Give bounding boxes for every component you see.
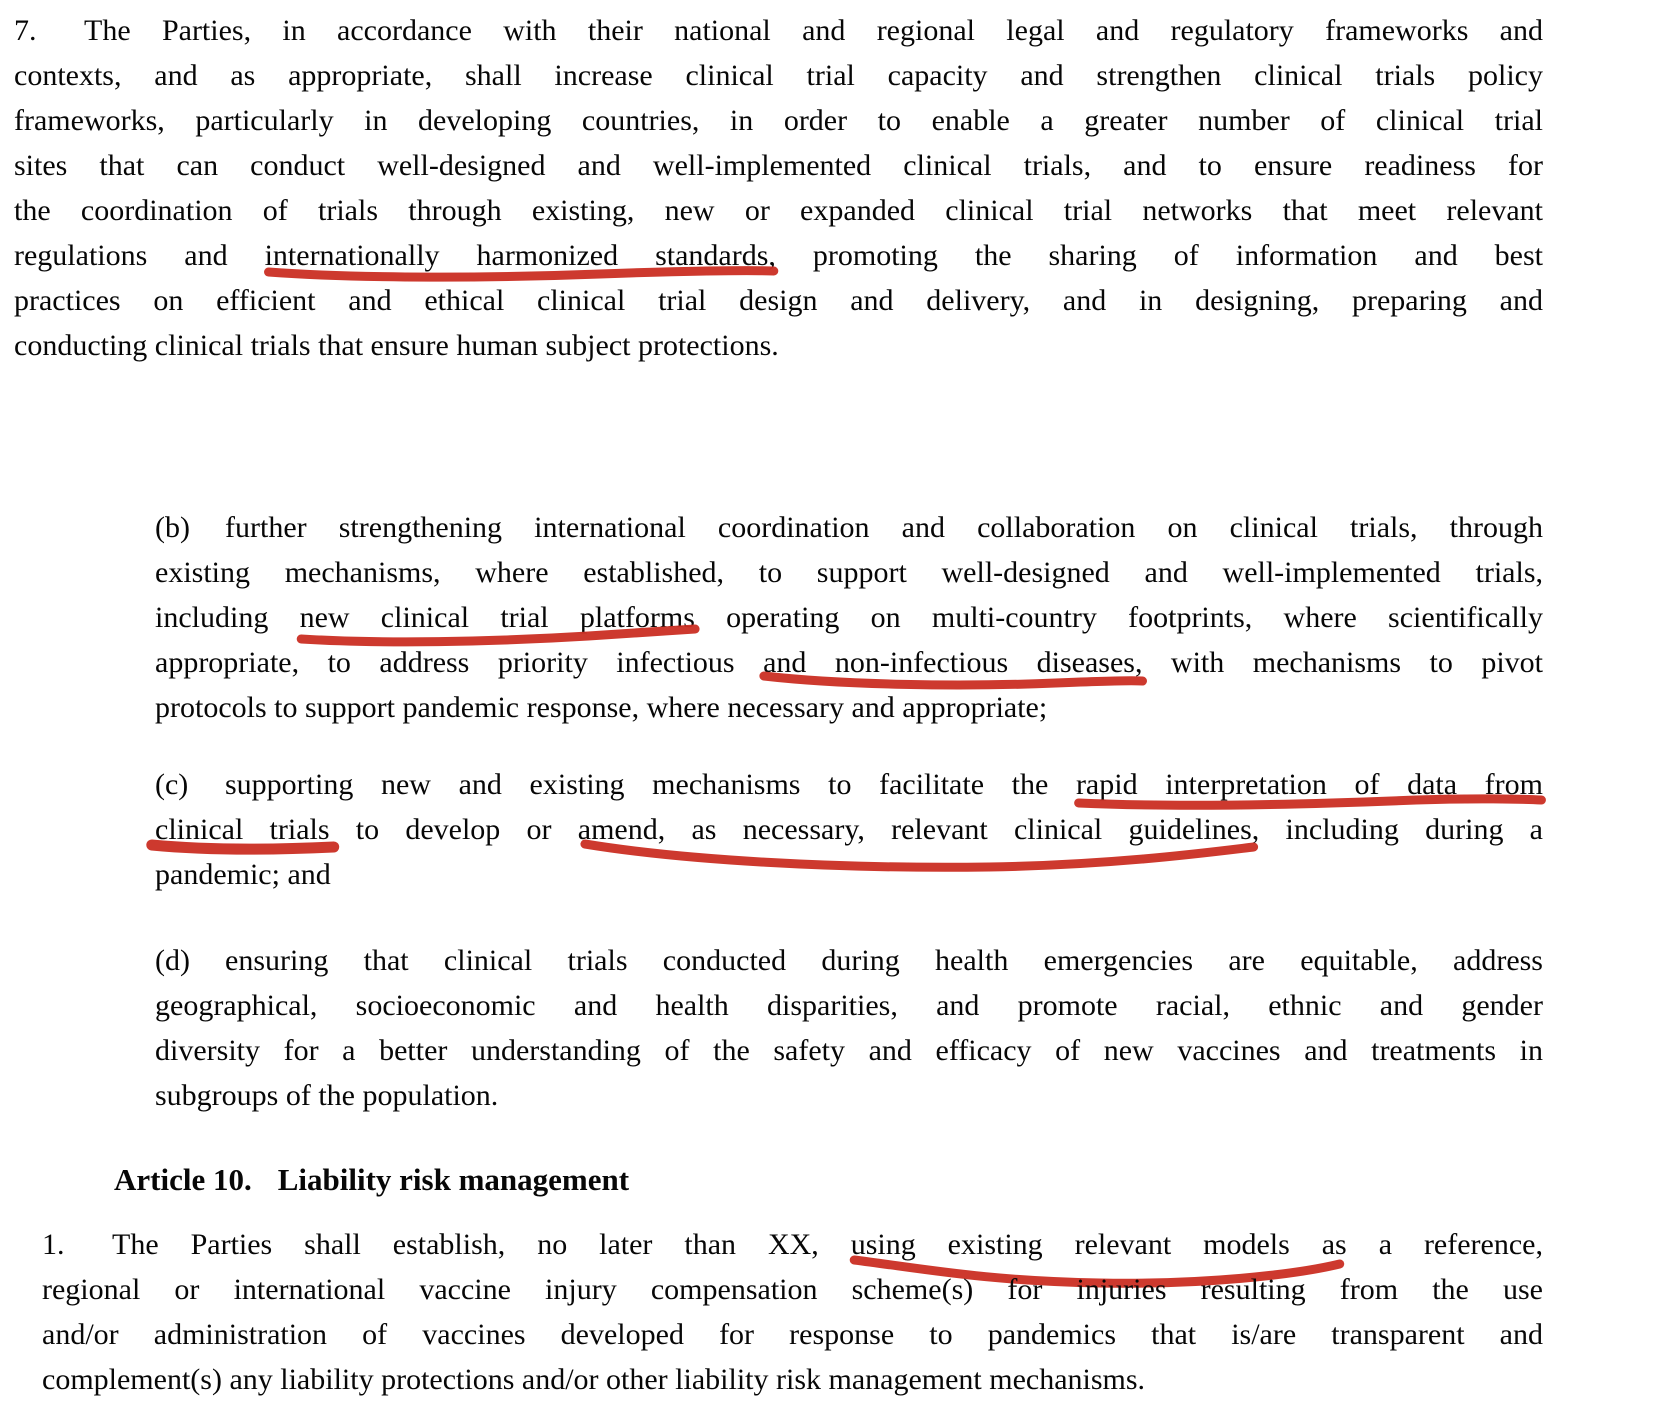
underlined-text: clinical trials [155,813,330,846]
text-line [155,762,1543,807]
paragraph-letter: (c) [155,768,189,801]
text-line [14,233,1543,278]
annotated-phrase [155,813,330,846]
underlined-text: new clinical trial platforms [299,601,695,634]
text-line: existing mechanisms, where established, to support well-designed and well-implemented trials, [155,556,1543,589]
paragraph-number: 7. [14,14,37,47]
annotated-phrase [300,601,695,634]
article-title: Liability risk management [277,1162,630,1197]
paragraph-d [155,938,1543,1118]
text-line [14,8,1543,53]
annotated-phrase [763,646,1142,679]
text-line [155,640,1543,685]
text-line: geographical, socioeconomic and health disparities, and promote racial, ethnic and gender [155,989,1543,1022]
text-segment: The Parties shall establish, no later than XX, [112,1228,851,1261]
text-line: contexts, and as appropriate, shall increase clinical trial capacity and strengthen clinical trials policy [14,59,1543,92]
paragraph-letter: (d) [155,944,190,977]
paragraph-b [155,505,1543,730]
underlined-text: rapid interpretation of data from [1075,768,1543,801]
annotated-phrase [265,239,776,272]
paragraph-c [155,762,1543,897]
text-line: regional or international vaccine injury compensation scheme(s) for injuries resulting from the use [42,1273,1543,1306]
first-line-text: ensuring that clinical trials conducted during health emergencies are equitable, address [225,944,1543,977]
text-segment: regulations and [14,239,265,272]
annotated-phrase [578,813,1260,846]
article-number: Article 10. [114,1162,252,1197]
text-line: complement(s) any liability protections and/or other liability risk management mechanisms. [42,1363,1146,1396]
text-line: diversity for a better understanding of the safety and efficacy of new vaccines and treatments in [155,1034,1543,1067]
text-line [155,505,1543,550]
underlined-text: and non-infectious diseases, [763,646,1143,679]
text-segment: operating on multi-country footprints, where scientifically [694,601,1543,634]
text-segment: to develop or [329,813,578,846]
paragraph-7 [14,8,1543,368]
paragraph-letter: (b) [155,511,190,544]
article-10-heading [114,1157,1534,1202]
text-line: subgroups of the population. [155,1079,499,1112]
text-segment: with mechanisms to pivot [1142,646,1543,679]
text-line: sites that can conduct well-designed and well-implemented clinical trials, and to ensure readiness for [14,149,1543,182]
text-line: practices on efficient and ethical clinical trial design and delivery, and in designing, preparing and [14,284,1543,317]
underlined-text: using existing relevant models as [850,1228,1347,1261]
paragraph-number: 1. [42,1228,65,1261]
first-line-text [225,762,1543,807]
text-line: conducting clinical trials that ensure human subject protections. [14,329,779,362]
first-line-text: further strengthening international coordination and collaboration on clinical trials, through [225,511,1543,544]
text-line [155,938,1543,983]
text-line: pandemic; and [155,858,331,891]
text-segment: supporting new and existing mechanisms to facilitate the [225,768,1076,801]
text-line [42,1222,1543,1267]
text-line: and/or administration of vaccines developed for response to pandemics that is/are transparent and [42,1318,1543,1351]
first-line-text: The Parties, in accordance with their national and regional legal and regulatory frameworks and [84,14,1543,47]
underlined-text: internationally harmonized standards, [264,239,776,272]
text-line: protocols to support pandemic response, where necessary and appropriate; [155,691,1048,724]
text-line: the coordination of trials through existing, new or expanded clinical trial networks that meet relevant [14,194,1543,227]
paragraph-1 [42,1222,1543,1402]
text-line [155,595,1543,640]
text-segment: including [155,601,300,634]
annotated-phrase [1076,768,1543,801]
text-segment: a reference, [1346,1228,1543,1261]
underlined-text: amend, as necessary, relevant clinical guidelines, [577,813,1260,846]
text-segment: appropriate, to address priority infectious [155,646,764,679]
text-segment: promoting the sharing of information and best [775,239,1543,272]
first-line-text [112,1222,1543,1267]
text-line: frameworks, particularly in developing countries, in order to enable a greater number of clinical trial [14,104,1543,137]
text-segment: including during a [1259,813,1543,846]
annotated-phrase [851,1228,1347,1261]
text-line [155,807,1543,852]
